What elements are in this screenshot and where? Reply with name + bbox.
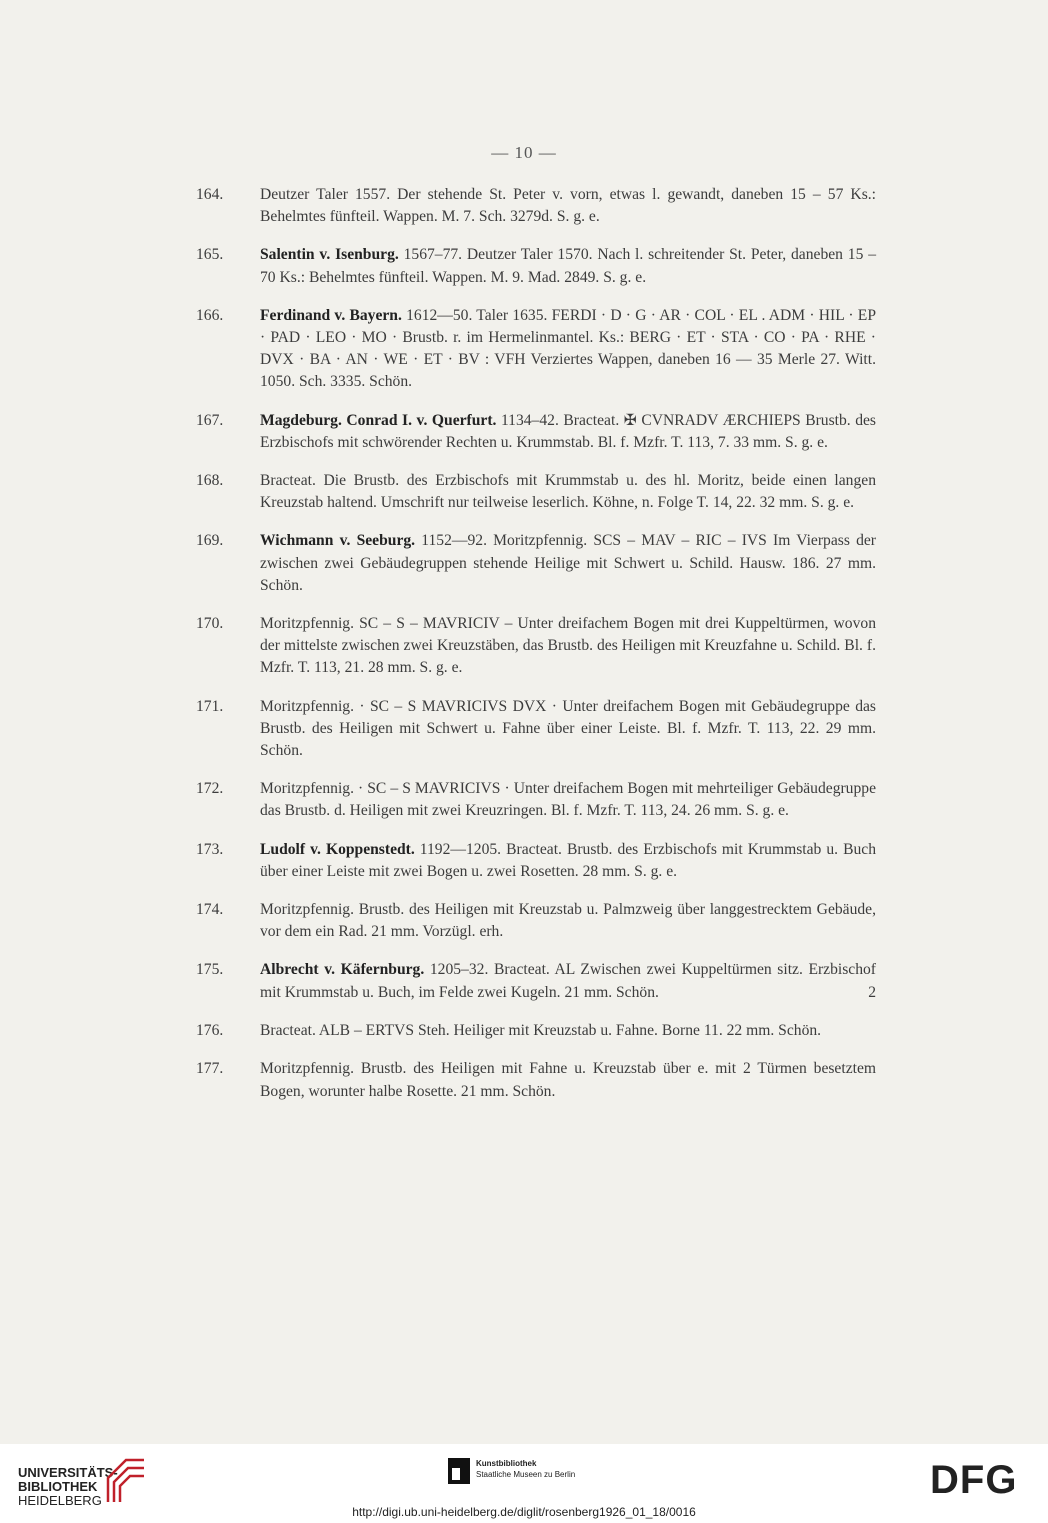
entry-ruler-name: Ferdinand v. Bayern. [260, 306, 402, 324]
catalog-entry [196, 899, 876, 943]
entry-quantity: 2 [868, 983, 876, 1001]
kunstbibliothek-text[interactable] [476, 1458, 575, 1480]
catalog-entry [196, 839, 876, 883]
entry-description: Moritzpfennig. Brustb. des Heiligen mit Kreuzstab u. Palmzweig über langgestrecktem Gebäude, vor dem ein Rad. 21 mm. Vorzügl. erh. [260, 901, 876, 941]
catalog-entry [196, 1020, 876, 1042]
entry-ruler-name: Salentin v. Isenburg. [260, 246, 399, 264]
entry-number: 172. [196, 780, 224, 798]
catalog-entries [196, 184, 876, 1119]
entry-number: 168. [196, 472, 224, 490]
entry-description: Moritzpfennig. SC – S – MAVRICIV – Unter dreifachem Bogen mit drei Kuppeltürmen, wovon der mittelste zwischen zwei Kreuzstäben, das Brustb. des Heiligen mit Kreuzfahne u. Schild. Bl. f. Mzfr. T. 113, 21. 28 mm. S. g. e. [260, 615, 876, 677]
catalog-entry [196, 959, 876, 1004]
catalog-entry [196, 244, 876, 288]
entry-description: Moritzpfennig. · SC – S MAVRICIVS DVX · Unter dreifachem Bogen mit Gebäudegruppe das Brustb. des Heiligen mit Schwert u. Fahne über einer Leiste. Bl. f. Mzfr. T. 113, 22. 29 mm. Schön. [260, 697, 876, 760]
entry-description: Moritzpfennig. Brustb. des Heiligen mit Fahne u. Kreuzstab über e. mit 2 Türmen besetztem Bogen, worunter halbe Rosette. 21 mm. Schön. [260, 1060, 876, 1100]
entry-number: 166. [196, 306, 224, 324]
entry-description: 1134–42. Bracteat. ✠ CVNRADV ÆRCHIEPS Brustb. des Erzbischofs mit schwörender Rechten u. Krummstab. Bl. f. Mzfr. T. 113, 7. 33 mm. S. g. e. [260, 411, 877, 451]
ub-line2: BIBLIOTHEK [18, 1479, 98, 1494]
page-url-link[interactable]: http://digi.ub.uni-heidelberg.de/diglit/rosenberg1926_01_18/0016 [352, 1505, 696, 1519]
catalog-entry [196, 305, 876, 394]
ub-heidelberg-logo-text[interactable] [18, 1466, 118, 1508]
entry-number: 177. [196, 1060, 224, 1078]
entry-number: 164. [196, 186, 224, 203]
entry-ruler-name: Ludolf v. Koppenstedt. [260, 840, 415, 858]
entry-number: 173. [196, 840, 224, 858]
ub-heidelberg-emblem-icon [104, 1456, 146, 1504]
ub-line1: UNIVERSITÄTS- [18, 1465, 118, 1480]
catalog-entry [196, 530, 876, 597]
catalog-entry [196, 778, 876, 822]
ub-line3: HEIDELBERG [18, 1493, 102, 1508]
kb-line1: Kunstbibliothek [476, 1459, 537, 1468]
entry-description: 1567–77. Deutzer Taler 1570. Nach l. schreitender St. Peter, daneben 15 – 70 Ks.: Behelmtes fünfteil. Wappen. M. 9. Mad. 2849. S. g. e. [260, 246, 876, 286]
entry-number: 167. [196, 411, 224, 429]
entry-number: 170. [196, 615, 224, 633]
footer-bar [0, 1444, 1048, 1523]
entry-number: 169. [196, 532, 224, 550]
catalog-entry [196, 470, 876, 514]
entry-description: 1612—50. Taler 1635. FERDI · D · G · AR · COL · EL . ADM · HIL · EP · PAD · LEO · MO · Brustb. r. im Hermelinmantel. Ks.: BERG · ET · STA · CO · PA · RHE · DVX · BA · AN · WE · ET · BV : VFH Verziertes Wappen, daneben 16 — 35 Merle 27. Witt. 1050. Sch. 3335. Schön. [260, 306, 876, 391]
kb-line2: Staatliche Museen zu Berlin [476, 1470, 576, 1479]
entry-number: 171. [196, 697, 224, 715]
entry-description: Bracteat. ALB – ERTVS Steh. Heiliger mit Kreuzstab u. Fahne. Borne 11. 22 mm. Schön. [260, 1022, 822, 1040]
catalog-entry [196, 410, 876, 454]
entry-number: 175. [196, 961, 224, 979]
kunstbibliothek-logo-icon [448, 1458, 470, 1484]
entry-number: 165. [196, 246, 224, 264]
entry-description: 1152—92. Moritzpfennig. SCS – MAV – RIC – IVS Im Vierpass der zwischen zwei Gebäudegruppen stehende Heilige mit Schwert u. Schild. Hausw. 186. 27 mm. Schön. [260, 532, 876, 594]
entry-description: 1192—1205. Bracteat. Brustb. des Erzbischofs mit Krummstab u. Buch über einer Leiste mit zwei Bogen u. zwei Rosetten. 28 mm. S. g. e. [260, 840, 877, 880]
catalog-entry [196, 696, 876, 763]
catalog-entry [196, 1058, 876, 1102]
entry-description: Moritzpfennig. · SC – S MAVRICIVS · Unter dreifachem Bogen mit mehrteiliger Gebäudegruppe das Brustb. d. Heiligen mit zwei Kreuzringen. Bl. f. Mzfr. T. 113, 24. 26 mm. S. g. e. [260, 780, 876, 820]
entry-description: Bracteat. Die Brustb. des Erzbischofs mit Krummstab u. des hl. Moritz, beide einen langen Kreuzstab haltend. Umschrift nur teilweise leserlich. Köhne, n. Folge T. 14, 22. 32 mm. S. g. e. [260, 472, 876, 512]
catalog-entry [196, 613, 876, 680]
page-number: — 10 — [491, 143, 557, 162]
entry-number: 176. [196, 1022, 224, 1040]
catalog-entry [196, 184, 876, 228]
entry-number: 174. [196, 901, 224, 919]
dfg-logo[interactable]: DFG [930, 1458, 1018, 1502]
entry-ruler-name: Magdeburg. Conrad I. v. Querfurt. [260, 411, 497, 429]
entry-ruler-name: Albrecht v. Käfernburg. [260, 961, 425, 979]
entry-description: 1205–32. Bracteat. AL Zwischen zwei Kuppeltürmen sitz. Erzbischof mit Krummstab u. Buch, im Felde zwei Kugeln. 21 mm. Schön. [260, 961, 877, 1001]
entry-ruler-name: Wichmann v. Seeburg. [260, 532, 416, 550]
entry-description: Deutzer Taler 1557. Der stehende St. Peter v. vorn, etwas l. gewandt, daneben 15 – 57 Ks.: Behelmtes fünfteil. Wappen. M. 7. Sch. 3279d. S. g. e. [260, 186, 876, 226]
